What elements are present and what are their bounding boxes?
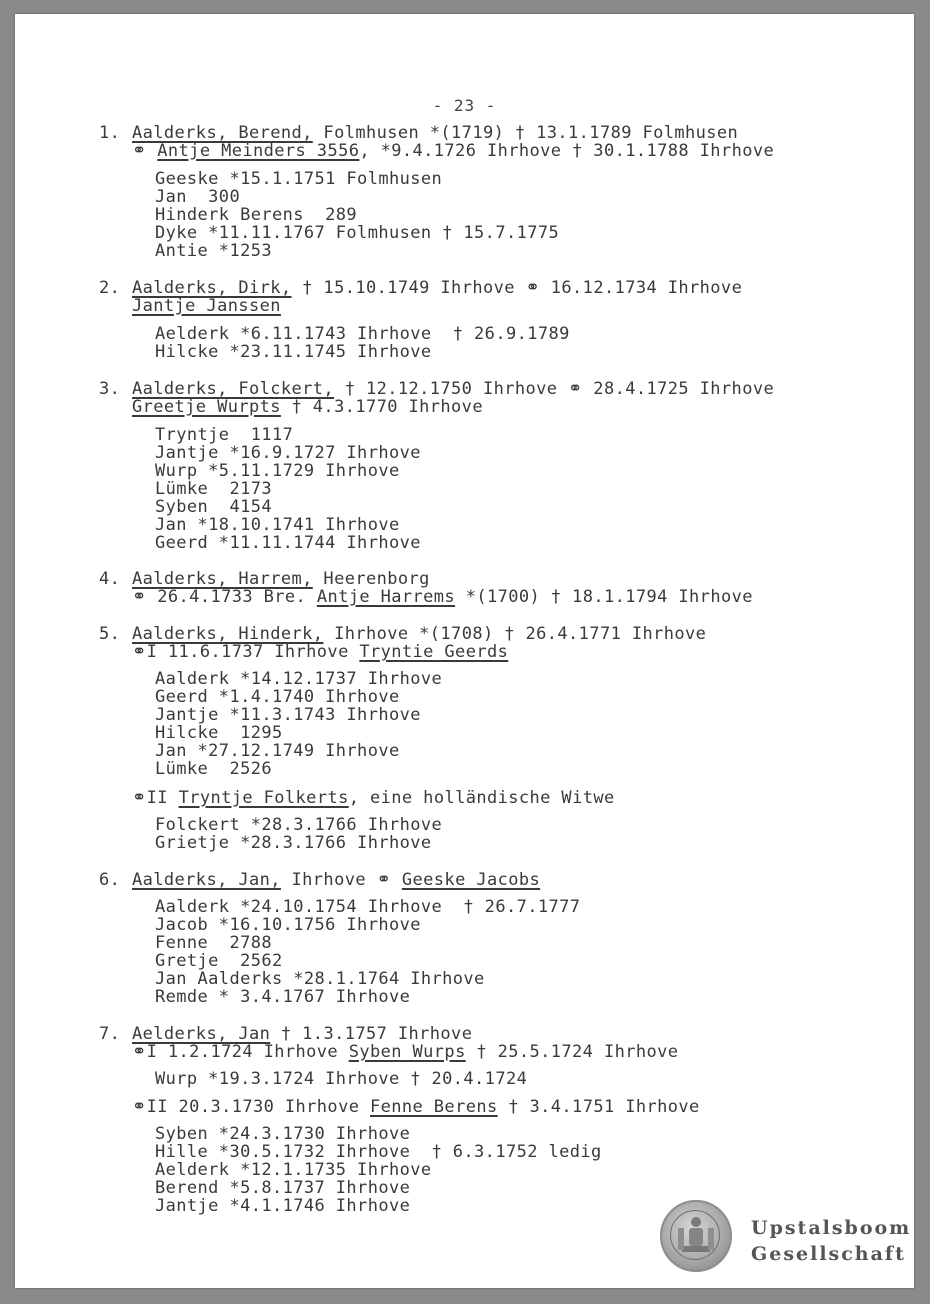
child-line: Geeske *15.1.1751 Folmhusen (155, 169, 443, 189)
child-line: Fenne 2788 (155, 933, 272, 953)
child-line: Jan *27.12.1749 Ihrhove (155, 741, 400, 761)
spouse-name: Tryntje Folkerts (178, 788, 349, 808)
spouse-details: † 25.5.1724 Ihrhove (465, 1042, 679, 1062)
person-name: Aalderks, Folckert, (132, 379, 335, 399)
marriage-line (132, 142, 774, 160)
entry-number: 4. (99, 569, 121, 589)
entry-number: 5. (99, 624, 121, 644)
page-number: - 23 - (432, 96, 497, 115)
child-line: Hilcke *23.11.1745 Ihrhove (155, 342, 432, 362)
child-line: Wurp *19.3.1724 Ihrhove † 20.4.1724 (155, 1069, 528, 1089)
child-line: Jantje *16.9.1727 Ihrhove (155, 443, 421, 463)
spouse-details: , eine holländische Witwe (348, 788, 615, 808)
marriage-line (132, 398, 483, 416)
child-line: Jan Aalderks *28.1.1764 Ihrhove (155, 969, 485, 989)
child-line: Hinderk Berens 289 (155, 205, 358, 225)
person-name: Aalderks, Harrem, (132, 569, 313, 589)
person-name: Aalderks, Berend, (132, 123, 313, 143)
entry-number: 6. (99, 870, 121, 890)
spouse-name: Greetje Wurpts (132, 397, 281, 417)
marriage-prefix: ⚭I 11.6.1737 Ihrhove (132, 642, 360, 662)
entry-number: 1. (99, 123, 121, 143)
marriage-prefix: ⚭I 1.2.1724 Ihrhove (132, 1042, 349, 1062)
marriage-prefix: ⚭ (132, 141, 158, 161)
child-line: Geerd *11.11.1744 Ihrhove (155, 533, 421, 553)
child-line: Aalderk *14.12.1737 Ihrhove (155, 669, 443, 689)
person-details: Ihrhove ⚭ (280, 870, 402, 890)
child-line: Lümke 2526 (155, 759, 272, 779)
marriage-line (132, 297, 281, 315)
upstalsboom-seal-icon (660, 1200, 732, 1272)
child-line: Berend *5.8.1737 Ihrhove (155, 1178, 411, 1198)
child-line: Jantje *11.3.1743 Ihrhove (155, 705, 421, 725)
child-line: Hille *30.5.1732 Ihrhove † 6.3.1752 ledig (155, 1142, 602, 1162)
entry-number: 2. (99, 278, 121, 298)
entry-number: 7. (99, 1024, 121, 1044)
child-line: Grietje *28.3.1766 Ihrhove (155, 833, 432, 853)
spouse-name: Antje Harrems (316, 587, 456, 607)
marriage-prefix: ⚭ 26.4.1733 Bre. (132, 587, 317, 607)
entry-headline (132, 625, 706, 643)
marriage-prefix: ⚭II (132, 788, 179, 808)
child-line: Hilcke 1295 (155, 723, 283, 743)
person-details: Folmhusen *(1719) † 13.1.1789 Folmhusen (312, 123, 739, 143)
person-details: † 12.12.1750 Ihrhove ⚭ 28.4.1725 Ihrhove (334, 379, 775, 399)
child-line: Jan 300 (155, 187, 241, 207)
person-name: Aalderks, Hinderk, (132, 624, 324, 644)
second-marriage-line (132, 789, 615, 807)
spouse-name: Syben Wurps (348, 1042, 466, 1062)
child-line: Aalderk *24.10.1754 Ihrhove † 26.7.1777 (155, 897, 581, 917)
entry-headline (132, 124, 738, 142)
child-line: Folckert *28.3.1766 Ihrhove (155, 815, 443, 835)
person-details: † 15.10.1749 Ihrhove ⚭ 16.12.1734 Ihrhove (291, 278, 743, 298)
brand-line-2: Gesellschaft (751, 1243, 906, 1265)
child-line: Jacob *16.10.1756 Ihrhove (155, 915, 421, 935)
person-details: † 1.3.1757 Ihrhove (270, 1024, 473, 1044)
entry-headline (132, 871, 540, 889)
child-line: Wurp *5.11.1729 Ihrhove (155, 461, 400, 481)
child-line: Lümke 2173 (155, 479, 272, 499)
child-line: Dyke *11.11.1767 Folmhusen † 15.7.1775 (155, 223, 560, 243)
spouse-name: Jantje Janssen (132, 296, 281, 316)
child-line: Tryntje 1117 (155, 425, 294, 445)
entry-number: 3. (99, 379, 121, 399)
person-name: Aalderks, Jan, (132, 870, 281, 890)
spouse-details: , *9.4.1726 Ihrhove † 30.1.1788 Ihrhove (359, 141, 775, 161)
person-name: Aelderks, Jan (132, 1024, 271, 1044)
child-line: Antie *1253 (155, 241, 272, 261)
brand-line-1: Upstalsboom (751, 1217, 912, 1239)
marriage-line (132, 588, 753, 606)
person-name: Aalderks, Dirk, (132, 278, 292, 298)
spouse-details: † 3.4.1751 Ihrhove (497, 1097, 700, 1117)
child-line: Geerd *1.4.1740 Ihrhove (155, 687, 400, 707)
spouse-name: Geeske Jacobs (401, 870, 541, 890)
entry-headline (132, 1025, 472, 1043)
entry-headline (132, 279, 742, 297)
second-marriage-line (132, 1098, 700, 1116)
child-line: Jantje *4.1.1746 Ihrhove (155, 1196, 411, 1216)
entry-headline (132, 380, 774, 398)
child-line: Syben *24.3.1730 Ihrhove (155, 1124, 411, 1144)
child-line: Aelderk *6.11.1743 Ihrhove † 26.9.1789 (155, 324, 570, 344)
person-details: Heerenborg (312, 569, 430, 589)
spouse-name: Tryntie Geerds (359, 642, 509, 662)
document-page (15, 14, 914, 1288)
person-details: Ihrhove *(1708) † 26.4.1771 Ihrhove (323, 624, 707, 644)
entry-headline (132, 570, 430, 588)
spouse-details: *(1700) † 18.1.1794 Ihrhove (455, 587, 753, 607)
child-line: Jan *18.10.1741 Ihrhove (155, 515, 400, 535)
spouse-name: Antje Meinders 3556 (157, 141, 360, 161)
marriage-line (132, 1043, 678, 1061)
child-line: Aelderk *12.1.1735 Ihrhove (155, 1160, 432, 1180)
seal-figure-icon (662, 1202, 730, 1270)
child-line: Gretje 2562 (155, 951, 283, 971)
spouse-details: † 4.3.1770 Ihrhove (280, 397, 483, 417)
marriage-line (132, 643, 508, 661)
spouse-name: Fenne Berens (369, 1097, 498, 1117)
child-line: Syben 4154 (155, 497, 272, 517)
marriage-prefix: ⚭II 20.3.1730 Ihrhove (132, 1097, 370, 1117)
child-line: Remde * 3.4.1767 Ihrhove (155, 987, 411, 1007)
